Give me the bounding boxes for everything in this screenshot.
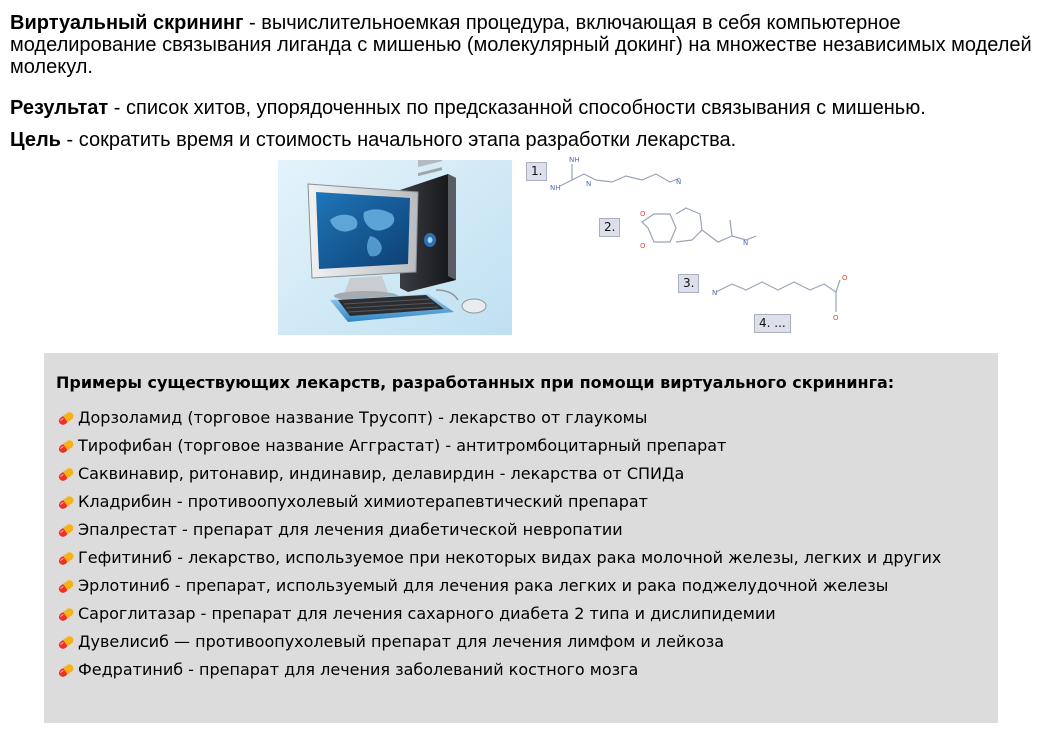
result-term: Результат xyxy=(10,97,109,119)
drug-text: Эрлотиниб - препарат, используемый для лечения рака легких и рака поджелудочной железы xyxy=(78,576,889,595)
drug-list-item xyxy=(56,548,956,567)
definition-paragraph xyxy=(10,12,1050,78)
result-paragraph xyxy=(10,97,1056,119)
drug-text: Гефитиниб - лекарство, используемое при некоторых видах рака молочной железы, легких и других xyxy=(78,548,942,567)
pill-icon xyxy=(56,606,78,622)
molecule-label-1: 1. xyxy=(526,162,547,181)
goal-text: - сократить время и стоимость начального этапа разработки лекарства. xyxy=(60,129,737,151)
drug-list-item xyxy=(56,660,956,679)
svg-text:O: O xyxy=(640,242,646,250)
molecule-label-3: 3. xyxy=(678,274,699,293)
pill-icon xyxy=(56,494,78,510)
pill-icon xyxy=(56,438,78,454)
drug-list-item xyxy=(56,408,956,427)
computer-illustration xyxy=(278,160,512,335)
svg-text:N: N xyxy=(743,239,749,247)
svg-text:N: N xyxy=(586,180,592,188)
drug-list xyxy=(56,408,956,688)
svg-text:O: O xyxy=(833,314,839,322)
examples-box xyxy=(44,353,998,723)
definition-text: - вычислительноемкая процедура, включающая в себя компьютерное моделирование связывания лиганда с мишенью (молекулярный докинг) на множестве независимых моделей молекул. xyxy=(10,12,1032,78)
pill-icon xyxy=(56,578,78,594)
svg-text:O: O xyxy=(640,210,646,218)
drug-text: Дувелисиб — противоопухолевый препарат для лечения лимфом и лейкоза xyxy=(78,632,725,651)
pill-icon xyxy=(56,466,78,482)
svg-text:O: O xyxy=(842,274,848,282)
drug-text: Кладрибин - противоопухолевый химиотерапевтический препарат xyxy=(78,492,648,511)
pill-icon xyxy=(56,522,78,538)
drug-list-item xyxy=(56,464,956,483)
drug-text: Тирофибан (торговое название Аггрaстат) - антитромбоцитарный препарат xyxy=(78,436,727,455)
drug-text: Федратиниб - препарат для лечения заболеваний костного мозга xyxy=(78,660,639,679)
drug-list-item xyxy=(56,632,956,651)
pill-icon xyxy=(56,410,78,426)
svg-text:N: N xyxy=(676,178,682,186)
pill-icon xyxy=(56,634,78,650)
svg-text:NH: NH xyxy=(569,156,580,164)
molecule-drawings xyxy=(520,152,860,337)
svg-text:NH: NH xyxy=(550,184,561,192)
pill-icon xyxy=(56,662,78,678)
drug-text: Эпалрестат - препарат для лечения диабетической невропатии xyxy=(78,520,623,539)
molecule-label-4: 4. ... xyxy=(754,314,791,333)
drug-list-item xyxy=(56,436,956,455)
drug-text: Дорзоламид (торговое название Трусопт) - лекарство от глаукомы xyxy=(78,408,648,427)
drug-list-item xyxy=(56,520,956,539)
definition-term: Виртуальный скрининг xyxy=(10,12,244,34)
drug-list-item xyxy=(56,604,956,623)
pill-icon xyxy=(56,550,78,566)
molecule-structures xyxy=(520,152,860,337)
result-text: - список хитов, упорядоченных по предсказанной способности связывания с мишенью. xyxy=(108,97,926,119)
drug-list-item xyxy=(56,576,956,595)
goal-paragraph xyxy=(10,129,1050,151)
molecule-label-2: 2. xyxy=(599,218,620,237)
drug-text: Саквинавир, ритонавир, индинавир, делавирдин - лекарства от СПИДа xyxy=(78,464,685,483)
drug-text: Сароглитазар - препарат для лечения сахарного диабета 2 типа и дислипидемии xyxy=(78,604,776,623)
drug-list-item xyxy=(56,492,956,511)
svg-text:N: N xyxy=(712,289,718,297)
goal-term: Цель xyxy=(10,129,61,151)
examples-title: Примеры существующих лекарств, разработанных при помощи виртуального скрининга: xyxy=(56,373,895,392)
